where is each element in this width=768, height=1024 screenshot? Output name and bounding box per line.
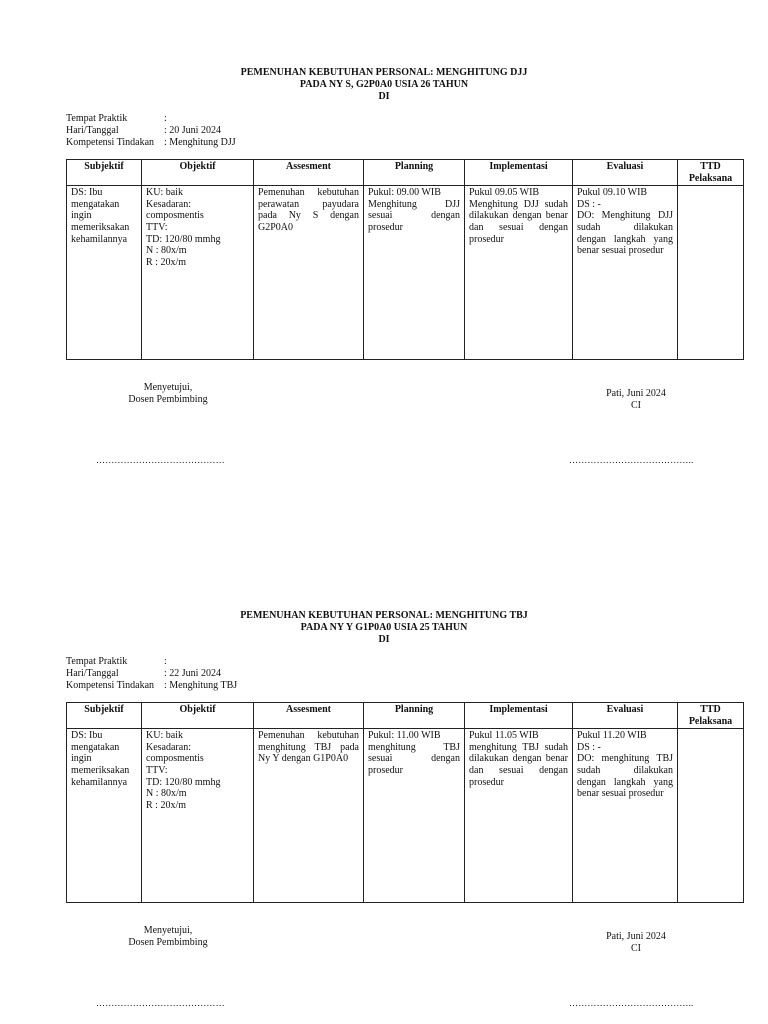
approval-line-1: Menyetujui, [143,382,193,393]
date-value: : 20 Juni 2024 [164,125,221,136]
cell-subjektif [67,186,142,360]
cell-evaluasi [573,729,678,903]
cell-text-line: memeriksakan [71,221,130,233]
signature-line-left: …………………………………… [96,455,225,465]
cell-text-line: Pukul: 11.00 WIB [368,730,441,742]
cell-ttd-pelaksana [678,186,744,360]
cell-text-line: Pemenuhan kebutuhan menghitung TBJ pada Ny Y dengan G1P0A0 [258,730,359,765]
ci-label: CI [631,400,641,411]
header-evaluasi: Evaluasi [573,703,678,729]
cell-text-line: TTV: [146,764,168,776]
cell-text-line: Pukul 11.05 WIB [469,730,539,742]
cell-text-line: Pukul 09.10 WIB [577,187,648,199]
cell-planning [364,729,465,903]
header-subjektif: Subjektif [67,703,142,729]
approval-line-1: Menyetujui, [143,925,193,936]
care-record-section [0,0,768,465]
cell-objektif [142,729,254,903]
cell-text-line: ingin [71,210,92,222]
competency-label: Kompetensi Tindakan [66,680,155,691]
title-line-2: PADA NY S, G2P0A0 USIA 26 TAHUN [299,79,469,90]
cell-text-line: DS: Ibu [71,730,103,742]
cell-text-line: Pemenuhan kebutuhan perawatan payudara pada Ny S dengan G2P0A0 [258,187,359,233]
header-objektif: Objektif [142,703,254,729]
cell-text-line: DO: Menghitung DJJ sudah dilakukan dengan langkah yang benar sesuai prosedur [577,210,673,257]
header-planning: Planning [364,160,465,186]
cell-text-line: DS: Ibu [71,187,103,199]
cell-text-line: mengatakan [71,741,120,753]
cell-text-line: KU: baik [146,730,183,742]
cell-text-line: R : 20x/m [146,256,187,268]
place-label: Tempat Praktik [66,656,128,667]
header-assesment: Assesment [254,703,364,729]
cell-assesment [254,729,364,903]
care-record-section [0,543,768,1008]
approval-line-2: Dosen Pembimbing [128,937,208,948]
cell-text-line: composmentis [146,753,204,765]
cell-implementasi [465,729,573,903]
cell-assesment [254,186,364,360]
cell-text-line: Kesadaran: [146,198,191,210]
cell-text-line: mengatakan [71,198,120,210]
date-label: Hari/Tanggal [66,668,119,679]
cell-text-line: memeriksakan [71,764,130,776]
place-date-block [586,931,686,955]
cell-text-line: Menghitung DJJ sudah dilakukan dengan benar dan sesuai dengan prosedur [469,198,568,245]
cell-text-line: KU: baik [146,187,183,199]
cell-text-line: Pukul 09.05 WIB [469,187,540,199]
header-implementasi: Implementasi [465,160,573,186]
competency-value: : Menghitung DJJ [164,137,236,148]
title-line-1: PEMENUHAN KEBUTUHAN PERSONAL: MENGHITUNG DJJ [240,67,528,78]
cell-text-line: DS : - [577,198,601,210]
cell-text-line: ingin [71,753,92,765]
cell-text-line: N : 80x/m [146,245,187,257]
cell-planning [364,186,465,360]
record-title [0,610,768,646]
table-header-row [67,703,744,729]
cell-text-line: R : 20x/m [146,799,187,811]
place-date-line: Pati, Juni 2024 [606,931,666,942]
competency-value: : Menghitung TBJ [164,680,238,691]
place-date-line: Pati, Juni 2024 [606,388,666,399]
place-label: Tempat Praktik [66,113,128,124]
cell-objektif [142,186,254,360]
title-line-1: PEMENUHAN KEBUTUHAN PERSONAL: MENGHITUNG TBJ [240,610,528,621]
cell-text-line: TD: 120/80 mmhg [146,776,221,788]
cell-text-line: DS : - [577,741,601,753]
header-objektif: Objektif [142,160,254,186]
cell-text-line: TTV: [146,221,168,233]
care-table [66,702,744,903]
ci-label: CI [631,943,641,954]
cell-implementasi [465,186,573,360]
title-line-3: DI [378,634,390,645]
care-table [66,159,744,360]
approval-line-2: Dosen Pembimbing [128,394,208,405]
header-ttd-pelaksana: TTD Pelaksana [678,703,744,729]
header-planning: Planning [364,703,465,729]
cell-subjektif [67,729,142,903]
header-implementasi: Implementasi [465,703,573,729]
date-label: Hari/Tanggal [66,125,119,136]
table-row [67,186,744,360]
record-title [0,67,768,103]
cell-text-line: TD: 120/80 mmhg [146,233,221,245]
header-subjektif: Subjektif [67,160,142,186]
competency-label: Kompetensi Tindakan [66,137,155,148]
approval-block [108,382,228,406]
header-ttd-pelaksana: TTD Pelaksana [678,160,744,186]
cell-text-line: N : 80x/m [146,788,187,800]
cell-text-line: kehamilannya [71,233,128,245]
title-line-3: DI [378,91,390,102]
signature-line-left: …………………………………… [96,998,225,1008]
cell-text-line: kehamilannya [71,776,128,788]
cell-text-line: DO: menghitung TBJ sudah dilakukan dengan langkah yang benar sesuai prosedur [577,753,673,800]
place-date-block [586,388,686,412]
signature-line-right: ………………………………….. [569,455,694,465]
cell-text-line: Kesadaran: [146,741,191,753]
cell-ttd-pelaksana [678,729,744,903]
header-assesment: Assesment [254,160,364,186]
table-header-row [67,160,744,186]
title-line-2: PADA NY Y G1P0A0 USIA 25 TAHUN [300,622,468,633]
approval-block [108,925,228,949]
cell-evaluasi [573,186,678,360]
date-value: : 22 Juni 2024 [164,668,221,679]
cell-text-line: menghitung TBJ sesuai dengan prosedur [368,741,460,776]
header-evaluasi: Evaluasi [573,160,678,186]
table-row [67,729,744,903]
place-value: : [164,656,167,667]
signature-line-right: ………………………………….. [569,998,694,1008]
cell-text-line: Pukul: 09.00 WIB [368,187,441,199]
cell-text-line: menghitung TBJ sudah dilakukan dengan benar dan sesuai dengan prosedur [469,741,568,788]
cell-text-line: Pukul 11.20 WIB [577,730,647,742]
place-value: : [164,113,167,124]
cell-text-line: composmentis [146,210,204,222]
cell-text-line: Menghitung DJJ sesuai dengan prosedur [368,198,460,233]
